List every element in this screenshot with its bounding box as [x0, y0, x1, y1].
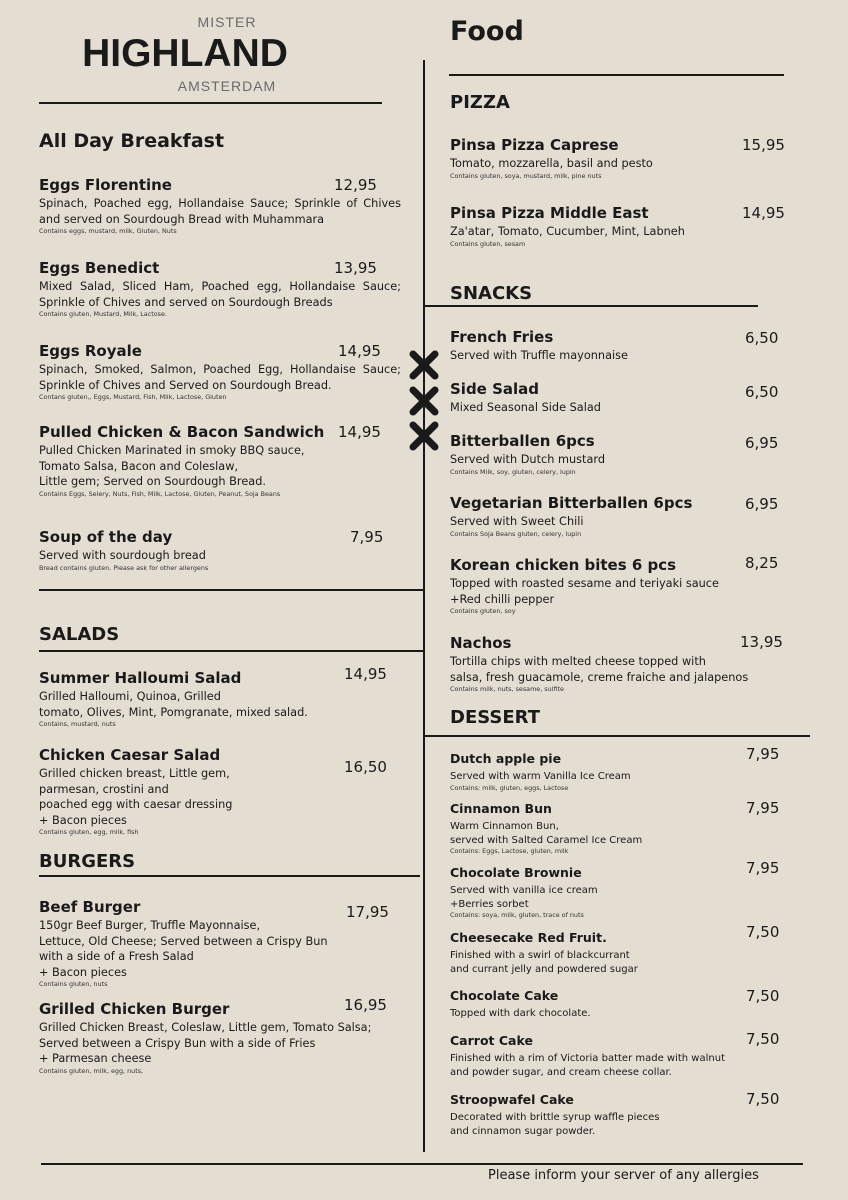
- item-description: [39, 766, 339, 828]
- item-price: 7,50: [746, 1030, 780, 1048]
- item-name: Nachos: [450, 634, 512, 652]
- desc-line: 150gr Beef Burger, Truffle Mayonnaise,: [39, 919, 261, 932]
- desc-line: Served with vanilla ice cream: [450, 885, 598, 896]
- item-description: Served with Sweet Chili: [450, 515, 584, 528]
- item-description: Topped with dark chocolate.: [450, 1008, 591, 1019]
- item-name: Pulled Chicken & Bacon Sandwich: [39, 423, 325, 441]
- desc-line: salsa, fresh guacamole, creme fraiche and jalapenos: [450, 670, 749, 684]
- item-price: 12,95: [334, 176, 377, 194]
- item-name: Side Salad: [450, 380, 540, 398]
- menu-item-caesar-salad: [39, 746, 339, 837]
- item-name: Pinsa Pizza Middle East: [450, 204, 649, 222]
- item-price: 6,95: [745, 434, 779, 452]
- item-price: 17,95: [346, 903, 389, 921]
- item-price: 8,25: [745, 554, 779, 572]
- desc-line: + Bacon pieces: [39, 813, 127, 827]
- item-price: 13,95: [334, 259, 377, 277]
- menu-item-french-fries: [450, 328, 730, 364]
- item-name: French Fries: [450, 328, 554, 346]
- menu-item-soup: [39, 528, 401, 573]
- desc-line: Grilled chicken breast, Little gem,: [39, 767, 230, 780]
- divider: [449, 74, 784, 76]
- item-description: [450, 884, 740, 911]
- desc-line: Finished with a rim of Victoria batter made with walnut: [450, 1053, 725, 1064]
- desc-line: Grilled Halloumi, Quinoa, Grilled: [39, 690, 221, 703]
- allergy-notice: Please inform your server of any allergies: [488, 1168, 759, 1183]
- menu-item-korean-chicken-bites: [450, 556, 750, 616]
- item-allergens: Contains gluten, soy: [450, 607, 516, 615]
- desc-line: Finished with a swirl of blackcurrant: [450, 950, 630, 961]
- item-price: 6,50: [745, 329, 779, 347]
- item-name: Cinnamon Bun: [450, 801, 552, 816]
- item-allergens: Contains Milk, soy, gluten, celery, lupin: [450, 467, 576, 476]
- item-allergens: Contains: milk, gluten, eggs, Lactose: [450, 783, 569, 792]
- center-divider: [423, 60, 425, 1152]
- divider: [39, 650, 423, 652]
- divider: [425, 735, 810, 737]
- item-name: Stroopwafel Cake: [450, 1092, 574, 1107]
- item-price: 16,95: [344, 996, 387, 1014]
- desc-line: Pulled Chicken Marinated in smoky BBQ sauce,: [39, 444, 305, 457]
- item-allergens: Contains: Eggs, Lactose, gluten, milk: [450, 847, 569, 855]
- item-name: Dutch apple pie: [450, 751, 562, 766]
- desc-line: Decorated with brittle syrup waffle pieces: [450, 1112, 660, 1123]
- item-description: Served with Truffle mayonnaise: [450, 349, 628, 362]
- item-allergens: Contains eggs, mustard, milk, Gluten, Nuts: [39, 227, 177, 235]
- cross-mark-icon: [408, 349, 440, 381]
- menu-item-beef-burger: [39, 898, 339, 989]
- item-name: Pinsa Pizza Caprese: [450, 136, 619, 154]
- menu-item-bitterballen: [450, 432, 730, 477]
- item-allergens: Contains Eggs, Selery, Nuts, Fish, Milk, Lactose, Gluten, Peanut, Soja Beans: [39, 489, 281, 498]
- item-price: 15,95: [742, 136, 785, 154]
- item-price: 16,50: [344, 758, 387, 776]
- item-description: [450, 1052, 750, 1079]
- desc-line: Served between a Crispy Bun with a side of Fries: [39, 1036, 316, 1050]
- desc-line: and powder sugar, and cream cheese collar.: [450, 1066, 672, 1078]
- food-title: Food: [450, 16, 524, 47]
- breakfast-title: All Day Breakfast: [39, 130, 225, 152]
- snacks-title: SNACKS: [450, 283, 533, 304]
- menu-item-pinsa-middle-east: [450, 204, 730, 249]
- menu-item-stroopwafel-cake: [450, 1091, 740, 1138]
- item-name: Eggs Benedict: [39, 259, 160, 277]
- salads-title: SALADS: [39, 624, 120, 645]
- desc-line: Little gem; Served on Sourdough Bread.: [39, 475, 266, 488]
- item-description: [450, 654, 790, 685]
- item-description: [39, 918, 339, 980]
- item-name: Bitterballen 6pcs: [450, 432, 595, 450]
- item-name: Summer Halloumi Salad: [39, 669, 242, 687]
- item-price: 14,95: [338, 423, 381, 441]
- item-name: Vegetarian Bitterballen 6pcs: [450, 494, 693, 512]
- item-allergens: Contains milk, nuts, sesame, sulfite: [450, 685, 564, 693]
- menu-item-nachos: [450, 634, 790, 694]
- item-description: [450, 820, 740, 847]
- item-allergens: Contains gluten, soya, mustard, milk, pine nuts: [450, 171, 602, 180]
- burgers-title: BURGERS: [39, 851, 136, 872]
- desc-line: Warm Cinnamon Bun,: [450, 821, 559, 832]
- desc-line: and cinnamon sugar powder.: [450, 1125, 596, 1137]
- desc-line: +Red chilli pepper: [450, 592, 555, 606]
- item-price: 7,95: [350, 528, 384, 546]
- item-description: [39, 1020, 419, 1067]
- item-description: Spinach, Poached egg, Hollandaise Sauce; Sprinkle of Chives and served on Sourdough Bread with Muhammara: [39, 197, 401, 226]
- desc-line: +Berries sorbet: [450, 898, 529, 910]
- divider: [425, 305, 758, 307]
- brand-logo: HIGHLAND: [82, 32, 288, 75]
- menu-item-cheesecake: [450, 929, 740, 976]
- item-price: 7,50: [746, 1090, 780, 1108]
- menu-item-vegetarian-bitterballen: [450, 494, 730, 539]
- item-price: 7,95: [746, 799, 780, 817]
- desc-line: + Bacon pieces: [39, 965, 127, 979]
- item-allergens: Contains gluten, nuts: [39, 980, 108, 988]
- desc-line: and currant jelly and powdered sugar: [450, 963, 638, 975]
- menu-item-dutch-apple-pie: [450, 750, 740, 793]
- desc-line: with a side of a Fresh Salad: [39, 950, 194, 963]
- item-price: 14,95: [344, 665, 387, 683]
- desc-line: tomato, Olives, Mint, Pomgranate, mixed salad.: [39, 705, 308, 719]
- menu-item-pinsa-caprese: [450, 136, 730, 181]
- divider: [41, 1163, 803, 1165]
- item-name: Chocolate Cake: [450, 988, 559, 1003]
- divider: [39, 589, 423, 591]
- item-allergens: Contans gluten,, Eggs, Mustard, Fish, Milk, Lactose, Gluten: [39, 393, 227, 401]
- item-name: Carrot Cake: [450, 1033, 533, 1048]
- pizza-title: PIZZA: [450, 92, 510, 113]
- brand-bottom-text: AMSTERDAM: [177, 78, 277, 94]
- item-allergens: Bread contains gluten. Please ask for other allergens: [39, 563, 209, 572]
- item-description: Served with Dutch mustard: [450, 453, 605, 466]
- cross-mark-icon: [408, 420, 440, 452]
- item-price: 7,95: [746, 859, 780, 877]
- item-name: Soup of the day: [39, 528, 173, 546]
- menu-item-carrot-cake: [450, 1032, 750, 1079]
- item-price: 6,95: [745, 495, 779, 513]
- item-price: 14,95: [338, 342, 381, 360]
- item-allergens: Contains, mustard, nuts: [39, 720, 116, 728]
- item-allergens: Contains gluten, egg, milk, fish: [39, 828, 139, 836]
- menu-item-chocolate-cake: [450, 987, 740, 1021]
- item-description: Spinach, Smoked, Salmon, Poached Egg, Hollandaise Sauce; Sprinkle of Chives and Served on Sourdough Bread.: [39, 363, 401, 392]
- item-price: 14,95: [742, 204, 785, 222]
- desc-line: served with Salted Caramel Ice Cream: [450, 834, 643, 846]
- item-description: [39, 689, 339, 720]
- desc-line: Lettuce, Old Cheese; Served between a Crispy Bun: [39, 934, 328, 948]
- item-name: Chicken Caesar Salad: [39, 746, 221, 764]
- cross-mark-icon: [408, 385, 440, 417]
- item-description: [450, 1111, 740, 1138]
- item-name: Cheesecake Red Fruit.: [450, 930, 607, 945]
- item-description: [450, 949, 740, 976]
- menu-item-chocolate-brownie: [450, 864, 740, 920]
- item-description: Served with sourdough bread: [39, 549, 206, 562]
- divider: [39, 875, 420, 877]
- item-allergens: Contains gluten, Mustard, Milk, Lactose.: [39, 310, 167, 318]
- desc-line: Tomato Salsa, Bacon and Coleslaw,: [39, 459, 239, 473]
- desc-line: Topped with roasted sesame and teriyaki sauce: [450, 577, 719, 590]
- desc-line: + Parmesan cheese: [39, 1052, 152, 1065]
- menu-item-cinnamon-bun: [450, 800, 740, 856]
- item-description: Mixed Salad, Sliced Ham, Poached egg, Hollandaise Sauce; Sprinkle of Chives and served on Sourdough Breads: [39, 280, 401, 309]
- item-description: Tomato, mozzarella, basil and pesto: [450, 157, 653, 170]
- item-name: Beef Burger: [39, 898, 141, 916]
- item-price: 7,95: [746, 745, 780, 763]
- item-allergens: Contains gluten, sesam: [450, 239, 526, 248]
- desc-line: Grilled Chicken Breast, Coleslaw, Little gem, Tomato Salsa;: [39, 1021, 372, 1034]
- item-allergens: Contains: soya, milk, gluten, trace of nuts: [450, 911, 584, 919]
- item-name: Eggs Florentine: [39, 176, 172, 194]
- menu-item-halloumi-salad: [39, 669, 339, 729]
- item-price: 13,95: [740, 633, 783, 651]
- item-name: Chocolate Brownie: [450, 865, 582, 880]
- divider: [39, 102, 382, 104]
- item-allergens: Contains gluten, milk, egg, nuts,: [39, 1066, 144, 1075]
- item-price: 7,50: [746, 923, 780, 941]
- item-description: [39, 443, 419, 490]
- item-description: Served with warm Vanilla Ice Cream: [450, 771, 631, 782]
- menu-item-side-salad: [450, 380, 730, 416]
- brand-top-text: MISTER: [197, 14, 257, 30]
- item-description: [450, 576, 750, 607]
- item-price: 7,50: [746, 987, 780, 1005]
- item-allergens: Contains Soja Beans gluten, celery, lupin: [450, 529, 582, 538]
- item-price: 6,50: [745, 383, 779, 401]
- desc-line: Tortilla chips with melted cheese topped with: [450, 655, 706, 668]
- item-name: Korean chicken bites 6 pcs: [450, 556, 677, 574]
- item-name: Eggs Royale: [39, 342, 142, 360]
- item-name: Grilled Chicken Burger: [39, 1000, 230, 1018]
- item-description: Mixed Seasonal Side Salad: [450, 401, 601, 414]
- item-description: Za'atar, Tomato, Cucumber, Mint, Labneh: [450, 225, 685, 238]
- dessert-title: DESSERT: [450, 707, 540, 728]
- desc-line: parmesan, crostini and: [39, 782, 169, 796]
- desc-line: poached egg with caesar dressing: [39, 798, 233, 811]
